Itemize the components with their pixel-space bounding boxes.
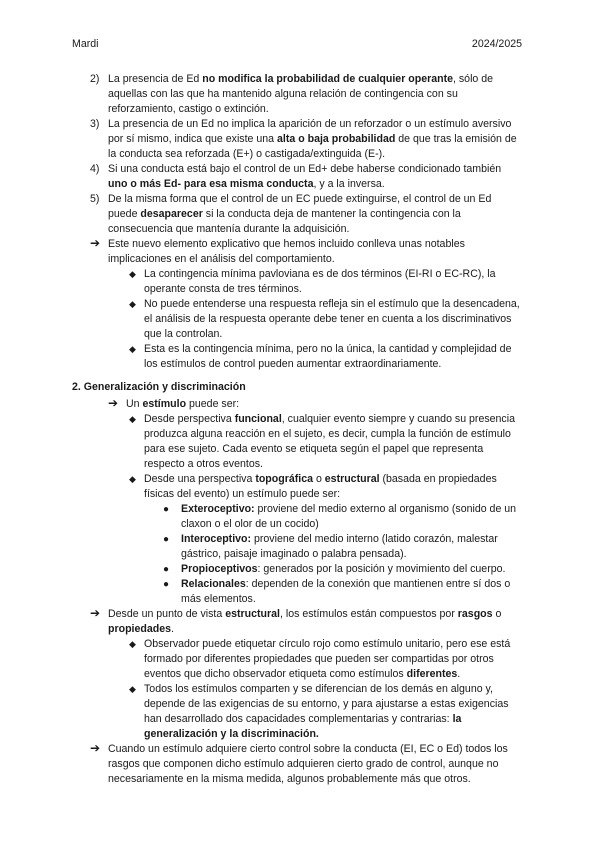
list-item <box>0 637 600 682</box>
bold-text: estructural <box>225 608 280 620</box>
list-item <box>0 297 600 342</box>
text-run: Cuando un estímulo adquiere cierto control sobre la conducta (EI, EC o Ed) todos los rasgos que componen dicho estímulo adquieren cierto grado de control, aunque no necesariamente en la misma medida, algunos probablemente más que otros. <box>108 743 508 785</box>
paragraph-text <box>108 237 520 267</box>
bold-text: la generalización y la discriminación. <box>144 713 462 740</box>
list-item <box>0 162 600 192</box>
bullet-icon: ● <box>163 564 170 575</box>
bold-text: alta o baja probabilidad <box>277 133 396 145</box>
list-item <box>0 682 600 742</box>
text-run: , y a la inversa. <box>313 178 385 190</box>
page-header <box>72 37 522 52</box>
paragraph-text <box>126 397 520 412</box>
text-run: La contingencia mínima pavloviana es de dos términos (EI-RI o EC-RC), la operante consta de tres términos. <box>144 268 496 295</box>
diamond-bullet-icon: ◆ <box>129 684 136 694</box>
bold-text: Exteroceptivo: <box>181 503 255 515</box>
bold-text: estímulo <box>142 398 187 410</box>
text-run: Desde una perspectiva <box>144 473 256 485</box>
list-item <box>0 472 600 502</box>
text-run: (basada en propiedades físicas del evento) un estímulo puede ser: <box>144 473 497 500</box>
list-item <box>0 192 600 237</box>
bullet-icon: ● <box>163 504 170 515</box>
bold-text: desaparecer <box>140 208 203 220</box>
list-item <box>0 267 600 297</box>
list-item <box>0 502 600 532</box>
text-run: , sólo de aquellas con las que ha mantenido alguna relación de contingencia con su reforzamiento, castigo o extinción. <box>108 73 494 115</box>
header-author: Mardi <box>72 38 99 50</box>
paragraph-text <box>181 577 520 607</box>
bold-text: uno o más Ed- para esa misma conducta <box>108 178 314 190</box>
list-number: 4) <box>90 163 100 175</box>
bullet-icon: ● <box>163 534 170 545</box>
paragraph-text <box>108 117 520 162</box>
bold-text: funcional <box>234 413 282 425</box>
document-body <box>0 72 600 787</box>
text-run: o <box>492 608 502 620</box>
text-run: o <box>313 473 325 485</box>
text-run: si la conducta deja de mantener la contingencia con la consecuencia que mantenía durante la adquisición. <box>108 208 461 235</box>
text-run: proviene del medio interno (latido corazón, malestar gástrico, paisaje imaginado o palabra pensada). <box>181 533 498 560</box>
section-heading <box>0 380 600 395</box>
paragraph-text <box>108 72 520 117</box>
paragraph-text <box>108 742 520 787</box>
list-number: 2) <box>90 73 100 85</box>
text-run: La presencia de Ed <box>108 73 203 85</box>
bold-text: diferentes <box>406 668 458 680</box>
paragraph-text <box>181 502 520 532</box>
paragraph-text <box>144 472 520 502</box>
text-run: No puede entenderse una respuesta refleja sin el estímulo que la desencadena, el análisis de la respuesta operante debe tener en cuenta a los discriminativos que la controlan. <box>144 298 520 340</box>
paragraph-text <box>108 192 520 237</box>
paragraph-text <box>144 267 520 297</box>
list-item <box>0 577 600 607</box>
text-run: : generados por la posición y movimiento del cuerpo. <box>257 563 506 575</box>
text-run: proviene del medio externo al organismo (sonido de un claxon o el olor de un cocido) <box>181 503 517 530</box>
text-run: puede ser: <box>186 398 240 410</box>
text-run: De la misma forma que el control de un EC puede extinguirse, el control de un Ed puede <box>108 193 492 220</box>
diamond-bullet-icon: ◆ <box>129 299 136 309</box>
bold-text: Interoceptivo: <box>181 533 252 545</box>
text-run: Este nuevo elemento explicativo que hemos incluido conlleva unas notables implicaciones en el análisis del comportamiento. <box>108 238 465 265</box>
list-item <box>0 397 600 412</box>
bold-text: rasgos <box>457 608 493 620</box>
list-item <box>0 742 600 787</box>
list-item <box>0 72 600 117</box>
bold-text: propiedades <box>108 623 171 635</box>
arrow-bullet-icon: ➔ <box>90 606 101 620</box>
paragraph-text <box>144 637 520 682</box>
text-run: : dependen de la conexión que mantienen entre sí dos o más elementos. <box>181 578 511 605</box>
diamond-bullet-icon: ◆ <box>129 269 136 279</box>
diamond-bullet-icon: ◆ <box>129 344 136 354</box>
text-run: . <box>171 623 174 635</box>
diamond-bullet-icon: ◆ <box>129 639 136 649</box>
list-number: 3) <box>90 118 100 130</box>
list-number: 5) <box>90 193 100 205</box>
bullet-icon: ● <box>163 579 170 590</box>
list-item <box>0 117 600 162</box>
arrow-bullet-icon: ➔ <box>90 236 101 250</box>
list-item <box>0 532 600 562</box>
header-year: 2024/2025 <box>471 38 522 50</box>
text-run: Si una conducta está bajo el control de un Ed+ debe haberse condicionado también <box>108 163 502 175</box>
text-run: Observador puede etiquetar círculo rojo como estímulo unitario, pero ese está formado por diferentes propiedades que pueden ser compartidas por otros eventos que dicho observador etiqueta como estímulos <box>144 638 511 680</box>
list-item <box>0 412 600 472</box>
paragraph-text <box>144 682 520 742</box>
paragraph-text <box>108 162 520 192</box>
text-run: . <box>457 668 461 680</box>
text-run: Desde un punto de vista <box>108 608 226 620</box>
paragraph-text <box>108 607 520 637</box>
text-run: de que tras la emisión de la conducta sea reforzada (E+) o castigada/extinguida (E-). <box>108 133 517 160</box>
paragraph-text <box>181 562 520 577</box>
paragraph-text <box>144 297 520 342</box>
paragraph-text <box>144 412 520 472</box>
text-run: Desde perspectiva <box>144 413 235 425</box>
text-run: 2. Generalización y discriminación <box>72 381 246 393</box>
paragraph-text <box>181 532 520 562</box>
list-item <box>0 237 600 267</box>
paragraph-text <box>72 380 600 395</box>
list-item <box>0 342 600 372</box>
arrow-bullet-icon: ➔ <box>108 396 119 410</box>
paragraph-text <box>144 342 520 372</box>
list-item <box>0 607 600 637</box>
bold-text: estructural <box>324 473 380 485</box>
text-run: La presencia de un Ed no implica la aparición de un reforzador o un estímulo aversivo por sí mismo, indica que existe una <box>108 118 512 145</box>
text-run: Todos los estímulos comparten y se diferencian de los demás en alguno y, depende de las exigencias de su entorno, y para ajustarse a estas exigencias han desarrollado dos capacidades complementarias y contrarias: <box>144 683 509 725</box>
bold-text: no modifica la probabilidad de cualquier operante <box>202 73 453 85</box>
bold-text: topográfica <box>255 473 313 485</box>
arrow-bullet-icon: ➔ <box>90 741 101 755</box>
bold-text: Relacionales <box>181 578 246 590</box>
diamond-bullet-icon: ◆ <box>129 414 136 424</box>
text-run: , los estímulos están compuestos por <box>279 608 458 620</box>
list-item <box>0 562 600 577</box>
text-run: , cualquier evento siempre y cuando su presencia produzca alguna reacción en el sujeto, es decir, cumpla la función de estímulo para ese sujeto. Cada evento se etiqueta según el papel que representa respecto a otros eventos. <box>144 413 515 470</box>
diamond-bullet-icon: ◆ <box>129 474 136 484</box>
text-run: Un <box>126 398 143 410</box>
bold-text: Propioceptivos <box>181 563 258 575</box>
text-run: Esta es la contingencia mínima, pero no la única, la cantidad y complejidad de los estímulos de control pueden aumentar extraordinariamente. <box>144 343 512 370</box>
